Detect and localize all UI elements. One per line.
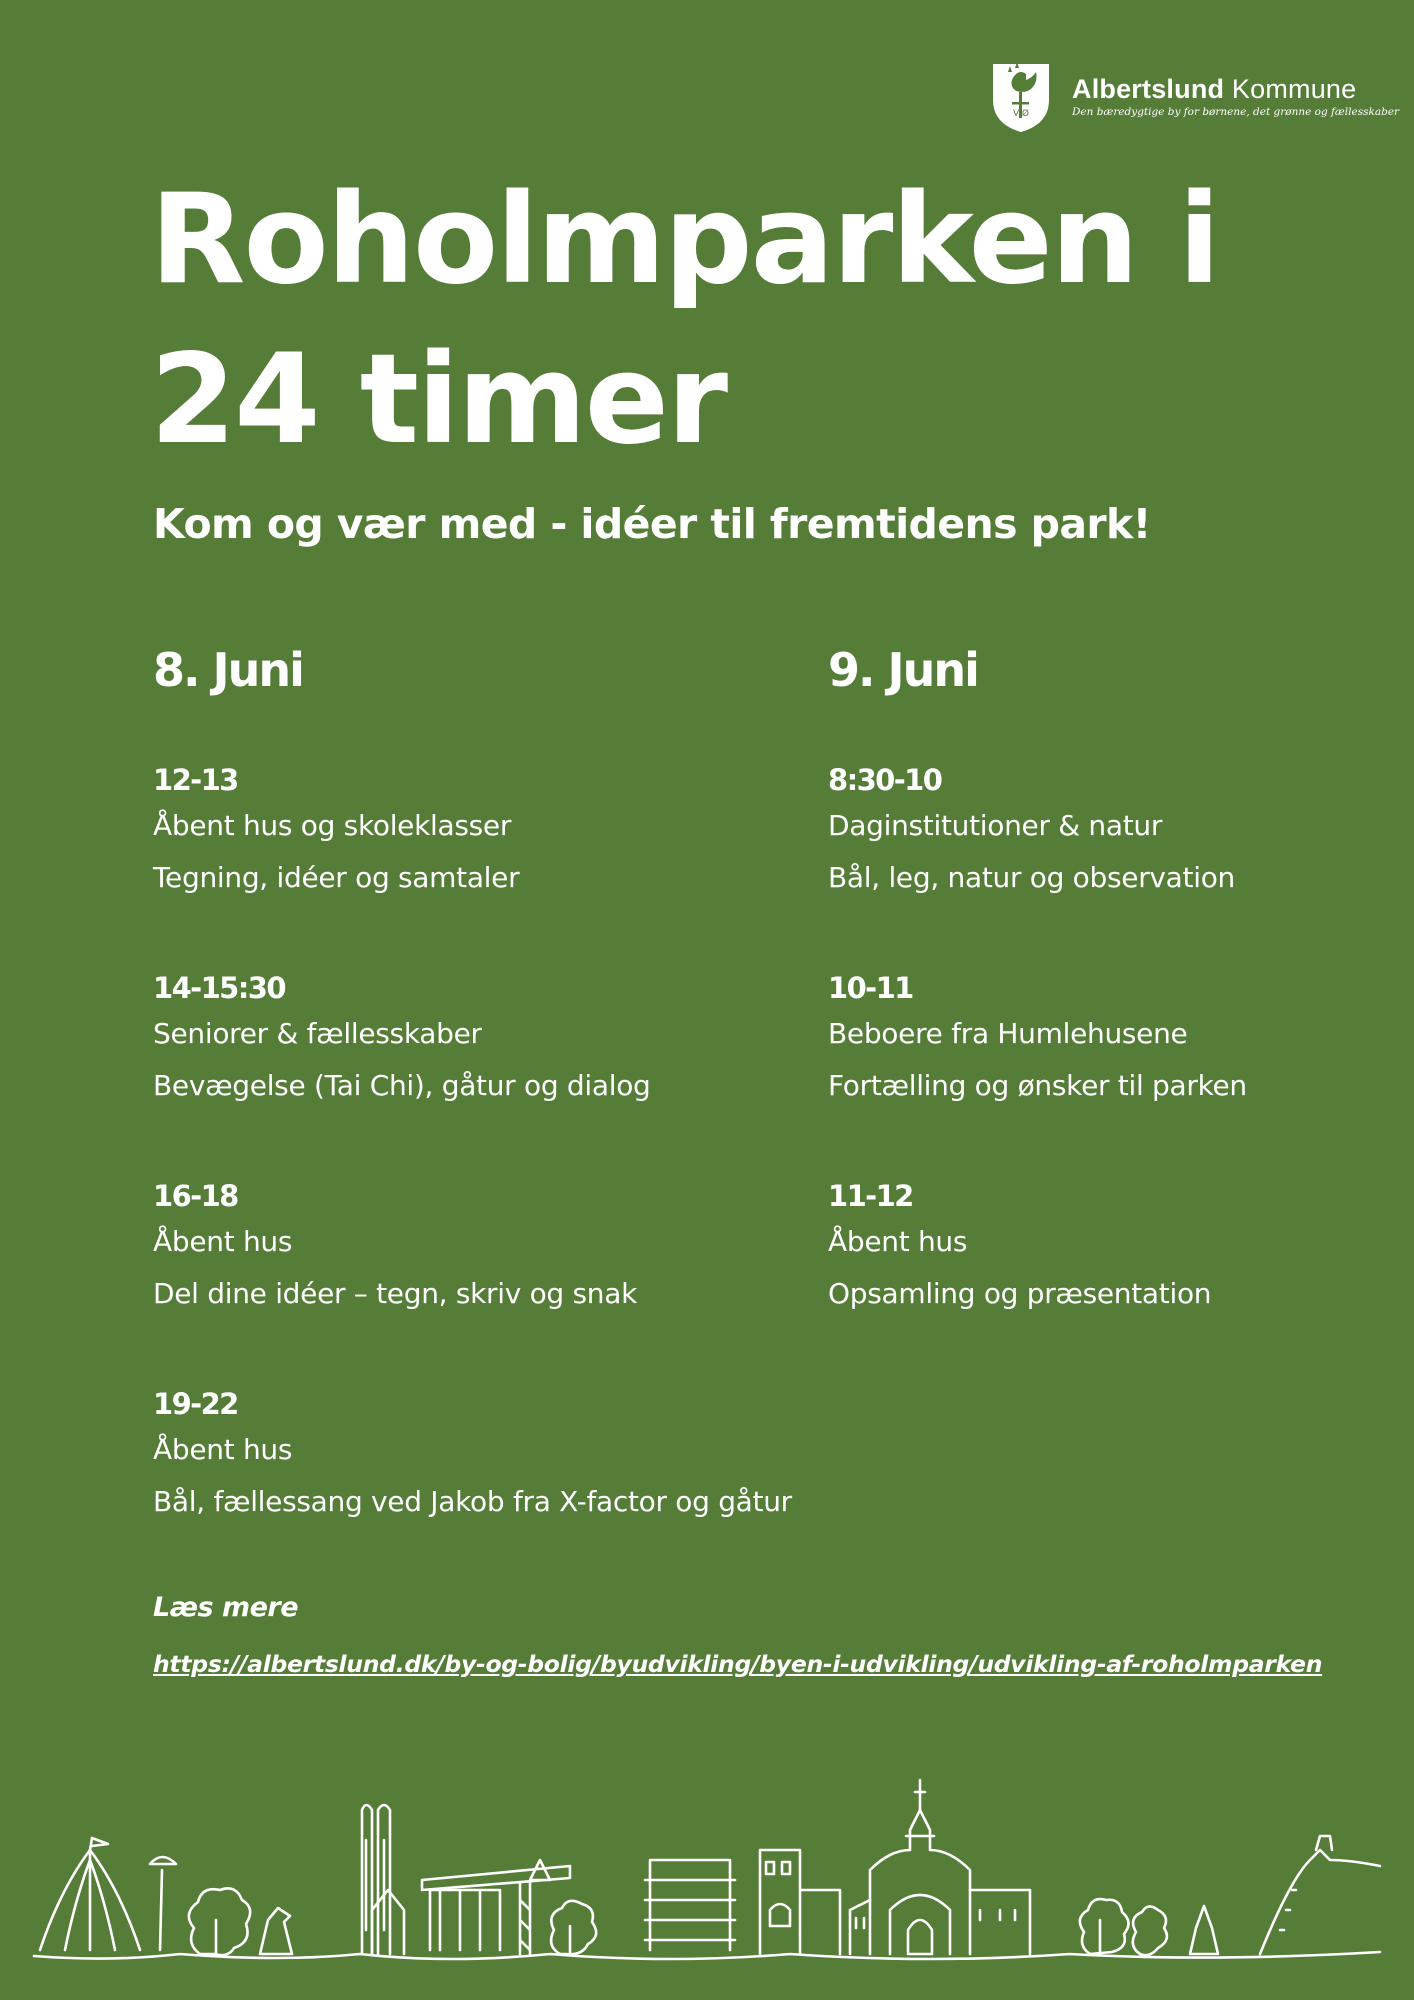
event-title: Åbent hus og skoleklasser	[153, 809, 512, 842]
schedule-item	[828, 1176, 1247, 1384]
event-title: Åbent hus	[153, 1433, 293, 1466]
municipality-name-bold: Albertslund	[1072, 74, 1225, 104]
event-description: Bål, leg, natur og observation	[828, 861, 1235, 894]
event-description: Bål, fællessang ved Jakob fra X-factor og gåtur	[153, 1485, 792, 1518]
municipality-tagline: Den bæredygtige by for børnene, det grønne og fællesskaber	[1072, 106, 1400, 118]
schedule-item	[828, 968, 1247, 1176]
page-subtitle: Kom og vær med - idéer til fremtidens park!	[153, 500, 1151, 548]
event-title: Åbent hus	[153, 1225, 293, 1258]
day-heading: 9. Juni	[828, 643, 978, 697]
schedule-item	[153, 1176, 792, 1384]
schedule-item	[153, 968, 792, 1176]
event-time: 16-18	[153, 1179, 238, 1213]
municipality-name-light: Kommune	[1224, 74, 1357, 104]
day-heading: 8. Juni	[153, 643, 303, 697]
event-description: Tegning, idéer og samtaler	[153, 861, 520, 894]
event-description: Bevægelse (Tai Chi), gåtur og dialog	[153, 1069, 651, 1102]
schedule-item	[153, 760, 792, 968]
event-title: Beboere fra Humlehusene	[828, 1017, 1188, 1050]
event-title: Åbent hus	[828, 1225, 968, 1258]
event-time: 11-12	[828, 1179, 913, 1213]
city-skyline-illustration	[30, 1740, 1384, 1980]
event-time: 10-11	[828, 971, 913, 1005]
event-description: Opsamling og præsentation	[828, 1277, 1212, 1310]
page-title: Roholmparken i 24 timer	[150, 168, 1219, 472]
event-time: 19-22	[153, 1387, 238, 1421]
schedule-item	[828, 760, 1247, 968]
event-title: Seniorer & fællesskaber	[153, 1017, 482, 1050]
municipality-name	[1072, 74, 1399, 104]
day-column-june-9	[828, 640, 1247, 1384]
event-title: Daginstitutioner & natur	[828, 809, 1163, 842]
read-more-link[interactable]: https://albertslund.dk/by-og-bolig/byudvikling/byen-i-udvikling/udvikling-af-roholmparken	[153, 1650, 1323, 1678]
municipality-logo	[990, 58, 1399, 134]
event-time: 8:30-10	[828, 763, 942, 797]
event-time: 12-13	[153, 763, 238, 797]
event-description: Fortælling og ønsker til parken	[828, 1069, 1247, 1102]
event-description: Del dine idéer – tegn, skriv og snak	[153, 1277, 638, 1310]
event-time: 14-15:30	[153, 971, 285, 1005]
crest-text: V-Ø	[1013, 109, 1029, 119]
crest-icon	[990, 58, 1052, 134]
day-column-june-8	[153, 640, 792, 1592]
schedule-item	[153, 1384, 792, 1592]
read-more-label: Læs mere	[153, 1592, 299, 1623]
